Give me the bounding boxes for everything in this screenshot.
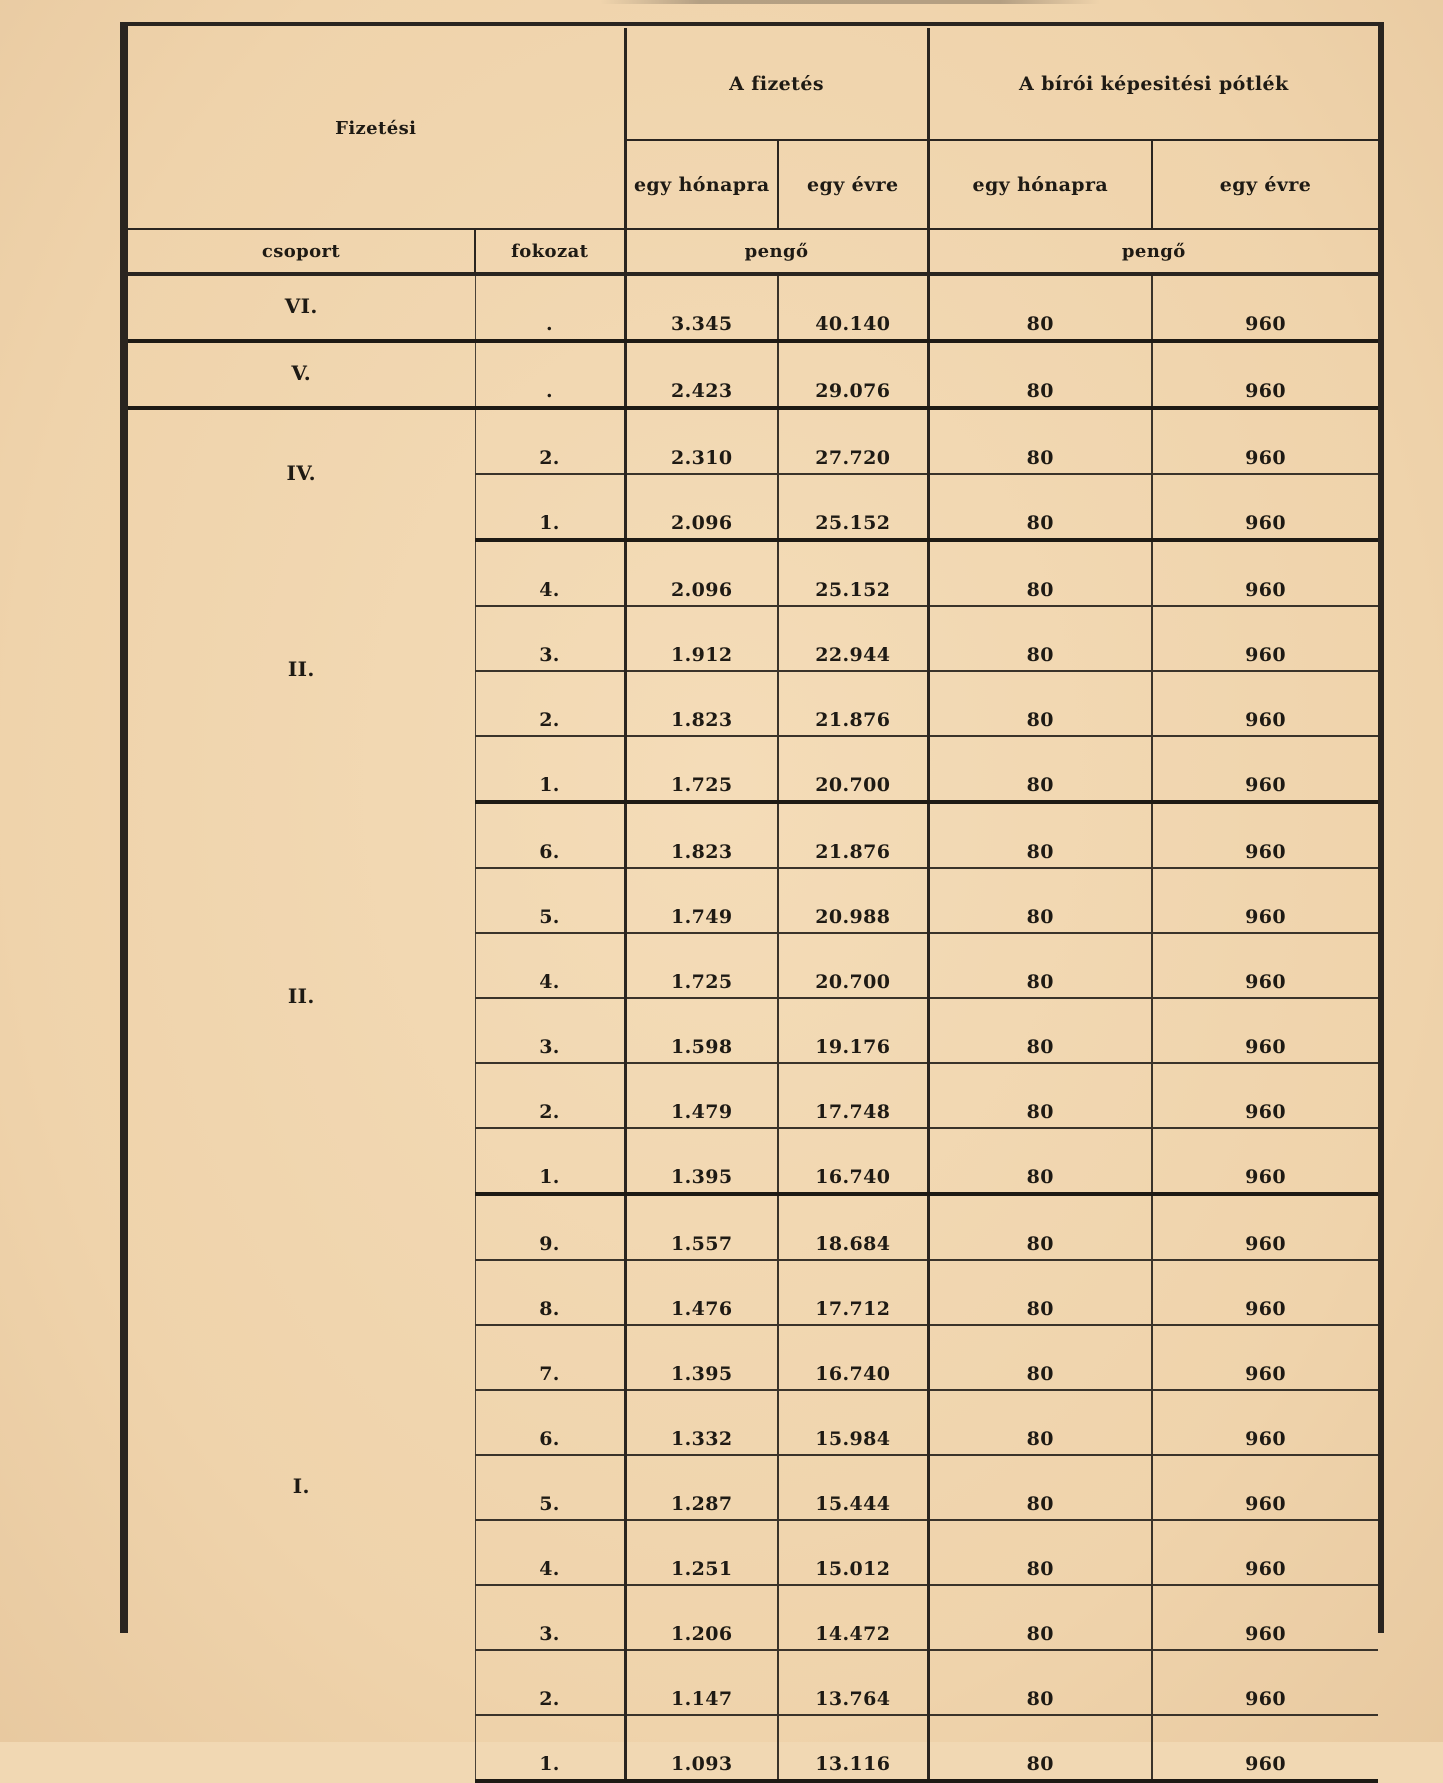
cell-potlek-year: 960 [1152,1585,1378,1650]
cell-potlek-month: 80 [928,1194,1152,1260]
cell-csoport: IV. [286,461,317,485]
cell-csoport: II. [287,657,315,681]
cell-fokozat: 5. [475,1455,625,1520]
cell-fizetes-year: 21.876 [778,802,928,868]
cell-fokozat: 3. [475,1585,625,1650]
cell-fizetes-month: 1.725 [625,736,778,802]
header-fizetes: A fizetés [625,28,928,140]
cell-potlek-year: 960 [1152,1715,1378,1781]
cell-fizetes-year: 21.876 [778,671,928,736]
cell-fokozat: 6. [475,1390,625,1455]
header-unit-potlek: pengő [928,229,1378,274]
cell-potlek-year: 960 [1152,274,1378,341]
cell-fizetes-year: 25.152 [778,540,928,606]
cell-fizetes-year: 19.176 [778,998,928,1063]
cell-fokozat: 2. [475,671,625,736]
cell-fizetes-month: 2.423 [625,341,778,408]
cell-potlek-month: 80 [928,802,1152,868]
cell-fizetes-month: 1.395 [625,1128,778,1194]
table-header [128,28,1378,274]
cell-potlek-year: 960 [1152,1390,1378,1455]
cell-fizetes-month: 1.206 [625,1585,778,1650]
header-potlek-month: egy hónapra [928,140,1152,229]
top-rule [600,0,1100,4]
cell-fokozat: . [475,274,625,341]
cell-fokozat: 1. [475,1128,625,1194]
cell-potlek-year: 960 [1152,408,1378,474]
cell-fizetes-year: 17.712 [778,1260,928,1325]
cell-fizetes-month: 1.823 [625,671,778,736]
cell-fokozat: 2. [475,1063,625,1128]
cell-fizetes-year: 20.700 [778,736,928,802]
cell-fokozat: 7. [475,1325,625,1390]
cell-fizetes-month: 1.725 [625,933,778,998]
table-row [128,540,1378,606]
cell-potlek-year: 960 [1152,1128,1378,1194]
cell-potlek-year: 960 [1152,998,1378,1063]
cell-fizetes-month: 1.332 [625,1390,778,1455]
cell-fokozat: 1. [475,736,625,802]
cell-potlek-year: 960 [1152,540,1378,606]
cell-potlek-year: 960 [1152,868,1378,933]
cell-fizetes-year: 15.444 [778,1455,928,1520]
cell-fizetes-month: 1.147 [625,1650,778,1715]
header-fokozat: fokozat [475,229,625,274]
cell-potlek-month: 80 [928,1325,1152,1390]
cell-fizetes-month: 1.749 [625,868,778,933]
cell-fokozat: 3. [475,998,625,1063]
cell-fizetes-year: 16.740 [778,1325,928,1390]
cell-fokozat: 1. [475,1715,625,1781]
cell-potlek-month: 80 [928,1650,1152,1715]
cell-csoport: V. [128,341,475,408]
cell-potlek-year: 960 [1152,933,1378,998]
cell-fizetes-year: 29.076 [778,341,928,408]
cell-fizetes-month: 1.557 [625,1194,778,1260]
cell-fokozat: 8. [475,1260,625,1325]
cell-fizetes-year: 15.012 [778,1520,928,1585]
cell-fokozat: 2. [475,408,625,474]
cell-potlek-month: 80 [928,474,1152,540]
cell-fokozat: 2. [475,1650,625,1715]
cell-fizetes-month: 1.093 [625,1715,778,1781]
cell-fizetes-month: 1.251 [625,1520,778,1585]
cell-potlek-year: 960 [1152,1260,1378,1325]
cell-potlek-year: 960 [1152,341,1378,408]
header-fizetesi: Fizetési [335,117,417,139]
cell-potlek-month: 80 [928,671,1152,736]
cell-fokozat: 3. [475,606,625,671]
cell-csoport: I. [292,1473,310,1498]
cell-potlek-year: 960 [1152,1063,1378,1128]
cell-fizetes-year: 14.472 [778,1585,928,1650]
cell-potlek-month: 80 [928,868,1152,933]
cell-fizetes-year: 13.116 [778,1715,928,1781]
cell-fizetes-year: 40.140 [778,274,928,341]
cell-potlek-month: 80 [928,998,1152,1063]
cell-fizetes-year: 16.740 [778,1128,928,1194]
cell-potlek-month: 80 [928,341,1152,408]
header-fizetes-month: egy hónapra [625,140,778,229]
cell-potlek-month: 80 [928,1063,1152,1128]
cell-potlek-year: 960 [1152,671,1378,736]
cell-csoport: II. [287,984,315,1008]
cell-potlek-month: 80 [928,606,1152,671]
cell-fokozat: 9. [475,1194,625,1260]
cell-potlek-month: 80 [928,1260,1152,1325]
cell-potlek-month: 80 [928,1715,1152,1781]
cell-fizetes-month: 1.823 [625,802,778,868]
cell-potlek-month: 80 [928,933,1152,998]
cell-potlek-month: 80 [928,1585,1152,1650]
cell-potlek-year: 960 [1152,802,1378,868]
cell-potlek-year: 960 [1152,1520,1378,1585]
cell-fokozat: 6. [475,802,625,868]
cell-fokozat: 5. [475,868,625,933]
cell-potlek-month: 80 [928,408,1152,474]
cell-fokozat: 4. [475,933,625,998]
header-potlek: A bírói képesitési pótlék [928,28,1378,140]
cell-fizetes-year: 20.988 [778,868,928,933]
cell-fizetes-year: 25.152 [778,474,928,540]
cell-potlek-month: 80 [928,1455,1152,1520]
cell-potlek-year: 960 [1152,474,1378,540]
cell-fizetes-month: 2.096 [625,540,778,606]
cell-potlek-month: 80 [928,1390,1152,1455]
cell-potlek-month: 80 [928,1520,1152,1585]
table-row [128,802,1378,868]
header-csoport: csoport [128,229,475,274]
cell-fizetes-month: 2.310 [625,408,778,474]
cell-fizetes-month: 2.096 [625,474,778,540]
table-row [128,274,1378,341]
cell-potlek-year: 960 [1152,1194,1378,1260]
cell-potlek-month: 80 [928,736,1152,802]
cell-fizetes-year: 15.984 [778,1390,928,1455]
cell-csoport: VI. [128,274,475,341]
table-row [128,341,1378,408]
cell-potlek-month: 80 [928,540,1152,606]
table-body [128,274,1378,1781]
cell-potlek-month: 80 [928,274,1152,341]
cell-fizetes-month: 3.345 [625,274,778,341]
cell-fokozat: . [475,341,625,408]
cell-fizetes-year: 20.700 [778,933,928,998]
cell-fokozat: 4. [475,540,625,606]
cell-fizetes-month: 1.598 [625,998,778,1063]
cell-fizetes-year: 17.748 [778,1063,928,1128]
table-row [128,1194,1378,1260]
cell-potlek-year: 960 [1152,736,1378,802]
cell-fizetes-month: 1.287 [625,1455,778,1520]
cell-fizetes-month: 1.912 [625,606,778,671]
cell-fokozat: 4. [475,1520,625,1585]
cell-potlek-year: 960 [1152,1650,1378,1715]
salary-table [128,28,1378,1783]
cell-fizetes-year: 27.720 [778,408,928,474]
cell-fizetes-month: 1.479 [625,1063,778,1128]
cell-fizetes-year: 22.944 [778,606,928,671]
cell-fokozat: 1. [475,474,625,540]
cell-potlek-month: 80 [928,1128,1152,1194]
cell-potlek-year: 960 [1152,606,1378,671]
cell-fizetes-month: 1.395 [625,1325,778,1390]
header-potlek-year: egy évre [1152,140,1378,229]
cell-fizetes-month: 1.476 [625,1260,778,1325]
cell-potlek-year: 960 [1152,1455,1378,1520]
cell-potlek-year: 960 [1152,1325,1378,1390]
cell-fizetes-year: 13.764 [778,1650,928,1715]
cell-fizetes-year: 18.684 [778,1194,928,1260]
header-fizetes-year: egy évre [778,140,928,229]
header-unit-fizetes: pengő [625,229,928,274]
table-row [128,408,1378,474]
